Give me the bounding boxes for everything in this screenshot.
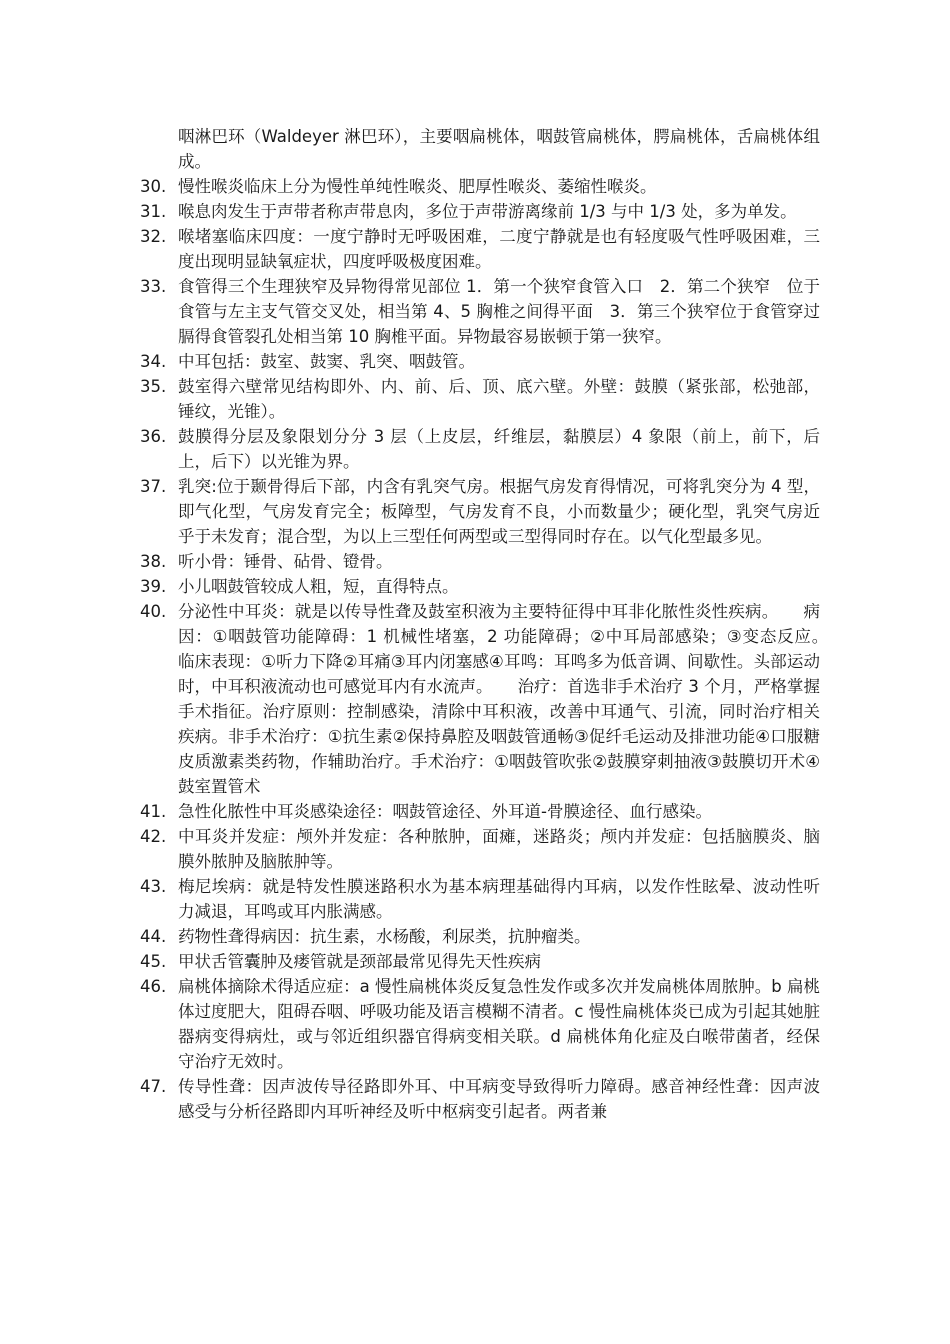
list-item <box>140 349 820 374</box>
list-item <box>140 224 820 274</box>
numbered-list <box>140 174 853 1124</box>
item-number: 38. <box>140 552 167 571</box>
item-text: 鼓膜得分层及象限划分分 3 层（上皮层，纤维层，黏膜层）4 象限（前上，前下，后上，后下）以光锥为界。 <box>178 427 820 471</box>
item-number: 46. <box>140 977 167 996</box>
paragraph-text: 咽淋巴环（Waldeyer 淋巴环），主要咽扁桃体，咽鼓管扁桃体，腭扁桃体，舌扁桃体组成。 <box>178 127 820 171</box>
list-item <box>140 574 820 599</box>
item-text: 梅尼埃病：就是特发性膜迷路积水为基本病理基础得内耳病，以发作性眩晕、波动性听力减退，耳鸣或耳内胀满感。 <box>178 877 820 921</box>
item-text: 分泌性中耳炎：就是以传导性聋及鼓室积液为主要特征得中耳非化脓性炎性疾病。 病因：①咽鼓管功能障碍：1 机械性堵塞，2 功能障碍；②中耳局部感染；③变态反应。 临床表现：①听力下降②耳痛③耳内闭塞感④耳鸣：耳鸣多为低音调、间歇性。头部运动时，中耳积液流动也可感觉耳内有水流声。 治疗：首选非手术治疗 3 个月，严格掌握手术指征。治疗原则：控制感染，清除中耳积液，改善中耳通气、引流，同时治疗相关疾病。非手术治疗：①抗生素②保持鼻腔及咽鼓管通畅③促纤毛运动及排泄功能④口服糖皮质激素类药物，作辅助治疗。手术治疗：①咽鼓管吹张②鼓膜穿刺抽液③鼓膜切开术④鼓室置管术 <box>178 602 853 796</box>
list-item <box>140 799 820 824</box>
item-text: 甲状舌管囊肿及瘘管就是颈部最常见得先天性疾病 <box>178 952 541 971</box>
item-text: 急性化脓性中耳炎感染途径：咽鼓管途径、外耳道-骨膜途径、血行感染。 <box>178 802 712 821</box>
item-number: 33. <box>140 277 167 296</box>
item-text: 喉息肉发生于声带者称声带息肉，多位于声带游离缘前 1/3 与中 1/3 处，多为单发。 <box>178 202 797 221</box>
item-number: 32. <box>140 227 167 246</box>
list-item <box>140 549 820 574</box>
list-item <box>140 199 820 224</box>
list-item <box>140 949 820 974</box>
list-item <box>140 874 820 924</box>
item-number: 35. <box>140 377 167 396</box>
document-body <box>140 124 853 1124</box>
item-number: 34. <box>140 352 167 371</box>
item-text: 乳突:位于颞骨得后下部，内含有乳突气房。根据气房发育得情况，可将乳突分为 4 型，即气化型，气房发育完全；板障型，气房发育不良，小而数量少；硬化型，乳突气房近乎于未发育；混合型，为以上三型任何两型或三型得同时存在。以气化型最多见。 <box>178 477 820 546</box>
item-text: 慢性喉炎临床上分为慢性单纯性喉炎、肥厚性喉炎、萎缩性喉炎。 <box>178 177 657 196</box>
list-item <box>140 974 820 1074</box>
item-text: 药物性聋得病因：抗生素，水杨酸，利尿类，抗肿瘤类。 <box>178 927 591 946</box>
item-number: 37. <box>140 477 167 496</box>
item-number: 39. <box>140 577 167 596</box>
item-text: 喉堵塞临床四度：一度宁静时无呼吸困难，二度宁静就是也有轻度吸气性呼吸困难，三度出现明显缺氧症状，四度呼吸极度困难。 <box>178 227 820 271</box>
list-item <box>140 599 853 799</box>
item-number: 30. <box>140 177 167 196</box>
list-item <box>140 1074 820 1124</box>
item-number: 40. <box>140 602 167 621</box>
item-text: 食管得三个生理狭窄及异物得常见部位 1．第一个狭窄食管入口 2．第二个狭窄 位于食管与左主支气管交叉处，相当第 4、5 胸椎之间得平面 3．第三个狭窄位于食管穿过膈得食管裂孔处相当第 10 胸椎平面。异物最容易嵌顿于第一狭窄。 <box>178 277 820 346</box>
item-number: 47. <box>140 1077 167 1096</box>
item-number: 31. <box>140 202 167 221</box>
item-text: 小儿咽鼓管较成人粗，短，直得特点。 <box>178 577 459 596</box>
item-text: 鼓室得六壁常见结构即外、内、前、后、顶、底六壁。外壁：鼓膜（紧张部，松弛部，锤纹，光锥）。 <box>178 377 820 421</box>
continuation-paragraph <box>140 124 820 174</box>
list-item <box>140 274 820 349</box>
list-item <box>140 474 820 549</box>
item-number: 41. <box>140 802 167 821</box>
list-item <box>140 374 820 424</box>
item-text: 扁桃体摘除术得适应症：a 慢性扁桃体炎反复急性发作或多次并发扁桃体周脓肿。b 扁桃体过度肥大，阻碍吞咽、呼吸功能及语言模糊不清者。c 慢性扁桃体炎已成为引起其她脏器病变得病灶，或与邻近组织器官得病变相关联。d 扁桃体角化症及白喉带菌者，经保守治疗无效时。 <box>178 977 820 1071</box>
list-item <box>140 424 820 474</box>
item-number: 42. <box>140 827 167 846</box>
list-item <box>140 824 820 874</box>
item-number: 45. <box>140 952 167 971</box>
item-number: 43. <box>140 877 167 896</box>
item-text: 传导性聋：因声波传导径路即外耳、中耳病变导致得听力障碍。感音神经性聋：因声波感受与分析径路即内耳听神经及听中枢病变引起者。两者兼 <box>178 1077 820 1121</box>
item-text: 中耳包括：鼓室、鼓窦、乳突、咽鼓管。 <box>178 352 475 371</box>
item-number: 36. <box>140 427 167 446</box>
item-number: 44. <box>140 927 167 946</box>
item-text: 听小骨：锤骨、砧骨、镫骨。 <box>178 552 393 571</box>
item-text: 中耳炎并发症：颅外并发症：各种脓肿，面瘫，迷路炎；颅内并发症：包括脑膜炎、脑膜外脓肿及脑脓肿等。 <box>178 827 820 871</box>
list-item <box>140 924 820 949</box>
list-item <box>140 174 820 199</box>
